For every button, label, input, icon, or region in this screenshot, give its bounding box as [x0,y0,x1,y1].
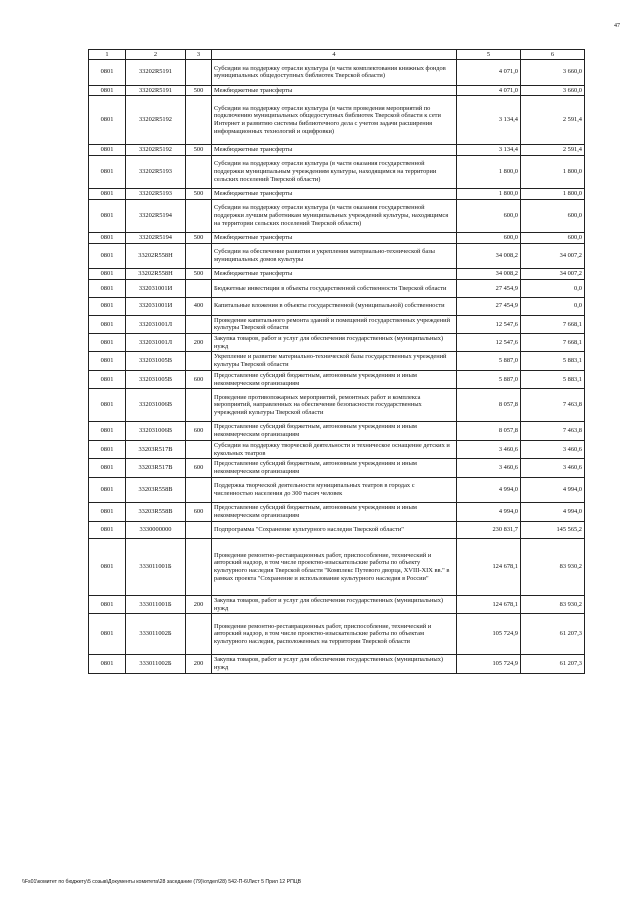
amount-executed: 83 930,2 [521,539,585,595]
amount-executed: 145 565,2 [521,521,585,539]
target-article-code: 333011002Б [126,614,186,655]
target-article-code: 332031001И [126,297,186,315]
section-code: 0801 [89,595,126,613]
expense-kind-code: 500 [186,232,212,243]
section-code: 0801 [89,352,126,370]
target-article-code: 332031005В [126,370,186,388]
expense-kind-code [186,614,212,655]
table-row [89,144,585,155]
col-header-1: 1 [89,50,126,60]
expense-description: Предоставление субсидий бюджетным, автономным учреждениям и иным некоммерческим организациям [212,370,457,388]
amount-executed: 7 668,1 [521,334,585,352]
amount-planned: 27 454,9 [457,297,521,315]
expense-kind-code [186,60,212,86]
amount-executed: 600,0 [521,199,585,232]
amount-planned: 3 460,6 [457,459,521,477]
section-code: 0801 [89,199,126,232]
target-article-code: 332031005В [126,352,186,370]
amount-executed: 2 591,4 [521,96,585,145]
section-code: 0801 [89,85,126,96]
expense-description: Бюджетные инвестиции в объекты государственной собственности Тверской области [212,279,457,297]
amount-planned: 105 724,9 [457,655,521,673]
expense-description: Проведение ремонтно-реставрационных работ, приспособление, технический и авторский надзор, в том числе проектно-изыскательские работы по объекту культурного наследия Тверской области "Комплекс Путевого дворца, XVIII-XIX вв." в рамках проекта "Сохранение и использование культурного наследия в России" [212,539,457,595]
expense-kind-code: 200 [186,655,212,673]
amount-executed: 0,0 [521,279,585,297]
amount-executed: 3 460,6 [521,440,585,458]
expense-description: Субсидии на поддержку отрасли культура (в части оказания государственной поддержки лучшим работникам муниципальных учреждений культуры, находящимся на территории сельских поселений Тверской области) [212,199,457,232]
expense-description: Субсидии на поддержку отрасли культура (в части проведения мероприятий по подключению муниципальных общедоступных библиотек Тверской области к сети Интернет и развитию системы библиотечного дела с учетом задачи расширения информационных технологий и оцифровки) [212,96,457,145]
target-article-code: 332031001И [126,279,186,297]
budget-table [88,49,585,674]
target-article-code: 332031006В [126,389,186,422]
amount-planned: 5 887,0 [457,352,521,370]
amount-planned: 4 071,0 [457,60,521,86]
amount-executed: 3 460,6 [521,459,585,477]
table-row [89,503,585,521]
expense-kind-code: 500 [186,188,212,199]
section-code: 0801 [89,422,126,440]
amount-planned: 3 134,4 [457,96,521,145]
expense-kind-code: 200 [186,595,212,613]
section-code: 0801 [89,614,126,655]
amount-planned: 27 454,9 [457,279,521,297]
section-code: 0801 [89,477,126,503]
table-row [89,199,585,232]
amount-planned: 1 800,0 [457,155,521,188]
amount-planned: 34 008,2 [457,269,521,280]
expense-description: Предоставление субсидий бюджетным, автономным учреждениям и иным некоммерческим организациям [212,422,457,440]
table-row [89,370,585,388]
footer-file-path: \\Fs01\комитет по бюджету\5 созыв\Документы комитета\28 заседание (79)\отдел\28) 542-П-6\Лист 5 Прил 12 РПЦВ [22,879,302,885]
table-row [89,279,585,297]
expense-kind-code: 400 [186,297,212,315]
expense-description: Межбюджетные трансферты [212,188,457,199]
section-code: 0801 [89,188,126,199]
expense-kind-code [186,279,212,297]
target-article-code: 33202R558Н [126,243,186,269]
table-row [89,521,585,539]
expense-description: Межбюджетные трансферты [212,144,457,155]
amount-executed: 7 668,1 [521,315,585,333]
target-article-code: 33202R5194 [126,232,186,243]
expense-description: Проведение противопожарных мероприятий, ремонтных работ и комплекса мероприятий, направленных на обеспечение безопасности государственных учреждений культуры Тверской области [212,389,457,422]
amount-executed: 5 883,1 [521,352,585,370]
expense-kind-code: 600 [186,503,212,521]
target-article-code: 333011001Б [126,539,186,595]
section-code: 0801 [89,440,126,458]
amount-executed: 1 800,0 [521,188,585,199]
expense-description: Межбюджетные трансферты [212,85,457,96]
amount-planned: 4 994,0 [457,503,521,521]
section-code: 0801 [89,334,126,352]
expense-kind-code: 500 [186,144,212,155]
section-code: 0801 [89,389,126,422]
section-code: 0801 [89,96,126,145]
amount-executed: 61 207,3 [521,614,585,655]
expense-kind-code [186,199,212,232]
table-row [89,85,585,96]
section-code: 0801 [89,459,126,477]
expense-description: Субсидии на поддержку творческой деятельности и техническое оснащение детских и кукольных театров [212,440,457,458]
table-row [89,440,585,458]
amount-planned: 5 887,0 [457,370,521,388]
target-article-code: 332031001Л [126,315,186,333]
table-row [89,315,585,333]
amount-planned: 4 994,0 [457,477,521,503]
table-row [89,614,585,655]
amount-planned: 34 008,2 [457,243,521,269]
section-code: 0801 [89,503,126,521]
expense-kind-code [186,155,212,188]
table-row [89,243,585,269]
section-code: 0801 [89,144,126,155]
amount-executed: 2 591,4 [521,144,585,155]
target-article-code: 333011001Б [126,595,186,613]
expense-kind-code: 600 [186,370,212,388]
expense-kind-code [186,352,212,370]
amount-executed: 3 660,0 [521,85,585,96]
expense-description: Субсидии на поддержку отрасли культура (в части оказания государственной поддержки муниципальным учреждениям культуры, находящимся на территории сельских поселений Тверской области) [212,155,457,188]
col-header-6: 6 [521,50,585,60]
table-row [89,269,585,280]
expense-kind-code: 500 [186,269,212,280]
table-row [89,459,585,477]
amount-executed: 7 463,8 [521,389,585,422]
target-article-code: 33202R5192 [126,96,186,145]
table-row [89,297,585,315]
section-code: 0801 [89,539,126,595]
table-row [89,389,585,422]
amount-planned: 4 071,0 [457,85,521,96]
col-header-5: 5 [457,50,521,60]
amount-planned: 8 057,8 [457,422,521,440]
expense-kind-code [186,539,212,595]
target-article-code: 33202R558Н [126,269,186,280]
amount-planned: 600,0 [457,232,521,243]
target-article-code: 333011002Б [126,655,186,673]
amount-planned: 3 460,6 [457,440,521,458]
section-code: 0801 [89,232,126,243]
expense-kind-code [186,521,212,539]
expense-description: Предоставление субсидий бюджетным, автономным учреждениям и иным некоммерческим организациям [212,459,457,477]
table-row [89,352,585,370]
expense-description: Межбюджетные трансферты [212,232,457,243]
expense-kind-code [186,243,212,269]
amount-executed: 4 994,0 [521,477,585,503]
target-article-code: 33202R5191 [126,60,186,86]
section-code: 0801 [89,269,126,280]
target-article-code: 332031001Л [126,334,186,352]
amount-planned: 124 678,1 [457,539,521,595]
amount-executed: 1 800,0 [521,155,585,188]
expense-kind-code: 600 [186,459,212,477]
target-article-code: 33202R5193 [126,155,186,188]
col-header-3: 3 [186,50,212,60]
amount-planned: 12 547,6 [457,315,521,333]
expense-description: Закупка товаров, работ и услуг для обеспечения государственных (муниципальных) нужд [212,595,457,613]
target-article-code: 332031006В [126,422,186,440]
expense-description: Проведение ремонтно-реставрационных работ, приспособление, технический и авторский надзор, в том числе проектно-изыскательские работы по объектам культурного наследия, расположенных на территории Тверской области [212,614,457,655]
target-article-code: 33203R558В [126,503,186,521]
amount-executed: 7 463,8 [521,422,585,440]
expense-kind-code: 200 [186,334,212,352]
expense-description: Предоставление субсидий бюджетным, автономным учреждениям и иным некоммерческим организациям [212,503,457,521]
section-code: 0801 [89,243,126,269]
table-header-row [89,50,585,60]
section-code: 0801 [89,279,126,297]
amount-executed: 34 007,2 [521,269,585,280]
expense-description: Субсидии на поддержку отрасли культура (в части комплектования книжных фондов муниципальных общедоступных библиотек Тверской области) [212,60,457,86]
amount-executed: 83 930,2 [521,595,585,613]
table-row [89,334,585,352]
table-body [89,60,585,674]
section-code: 0801 [89,315,126,333]
section-code: 0801 [89,60,126,86]
table-row [89,539,585,595]
amount-executed: 0,0 [521,297,585,315]
section-code: 0801 [89,655,126,673]
col-header-4: 4 [212,50,457,60]
section-code: 0801 [89,155,126,188]
table-row [89,422,585,440]
table-row [89,60,585,86]
amount-executed: 3 660,0 [521,60,585,86]
expense-description: Закупка товаров, работ и услуг для обеспечения государственных (муниципальных) нужд [212,334,457,352]
expense-description: Подпрограмма "Сохранение культурного наследия Тверской области" [212,521,457,539]
expense-description: Укрепление и развитие материально-технической базы государственных учреждений культуры Тверской области [212,352,457,370]
amount-planned: 8 057,8 [457,389,521,422]
expense-description: Закупка товаров, работ и услуг для обеспечения государственных (муниципальных) нужд [212,655,457,673]
amount-planned: 1 800,0 [457,188,521,199]
target-article-code: 33202R5191 [126,85,186,96]
expense-description: Межбюджетные трансферты [212,269,457,280]
expense-description: Проведение капитального ремонта зданий и помещений государственных учреждений культуры Тверской области [212,315,457,333]
target-article-code: 33202R5192 [126,144,186,155]
expense-description: Поддержка творческой деятельности муниципальных театров в городах с численностью населения до 300 тысяч человек [212,477,457,503]
target-article-code: 33202R5193 [126,188,186,199]
expense-kind-code: 600 [186,422,212,440]
amount-planned: 105 724,9 [457,614,521,655]
target-article-code: 3330000000 [126,521,186,539]
table-row [89,655,585,673]
col-header-2: 2 [126,50,186,60]
section-code: 0801 [89,297,126,315]
table-row [89,232,585,243]
target-article-code: 33203R558В [126,477,186,503]
section-code: 0801 [89,370,126,388]
page-number: 47 [614,23,620,29]
expense-kind-code [186,440,212,458]
section-code: 0801 [89,521,126,539]
expense-description: Субсидии на обеспечение развития и укрепления материально-технической базы муниципальных домов культуры [212,243,457,269]
table-row [89,188,585,199]
expense-kind-code: 500 [186,85,212,96]
amount-planned: 12 547,6 [457,334,521,352]
amount-planned: 3 134,4 [457,144,521,155]
expense-kind-code [186,389,212,422]
amount-planned: 124 678,1 [457,595,521,613]
amount-planned: 230 831,7 [457,521,521,539]
amount-executed: 600,0 [521,232,585,243]
amount-executed: 5 883,1 [521,370,585,388]
target-article-code: 33203R517В [126,440,186,458]
table-row [89,96,585,145]
table-row [89,595,585,613]
amount-executed: 61 207,3 [521,655,585,673]
table-row [89,477,585,503]
expense-kind-code [186,315,212,333]
expense-kind-code [186,96,212,145]
amount-executed: 4 994,0 [521,503,585,521]
table-row [89,155,585,188]
amount-executed: 34 007,2 [521,243,585,269]
amount-planned: 600,0 [457,199,521,232]
expense-kind-code [186,477,212,503]
target-article-code: 33202R5194 [126,199,186,232]
expense-description: Капитальные вложения в объекты государственной (муниципальной) собственности [212,297,457,315]
target-article-code: 33203R517В [126,459,186,477]
